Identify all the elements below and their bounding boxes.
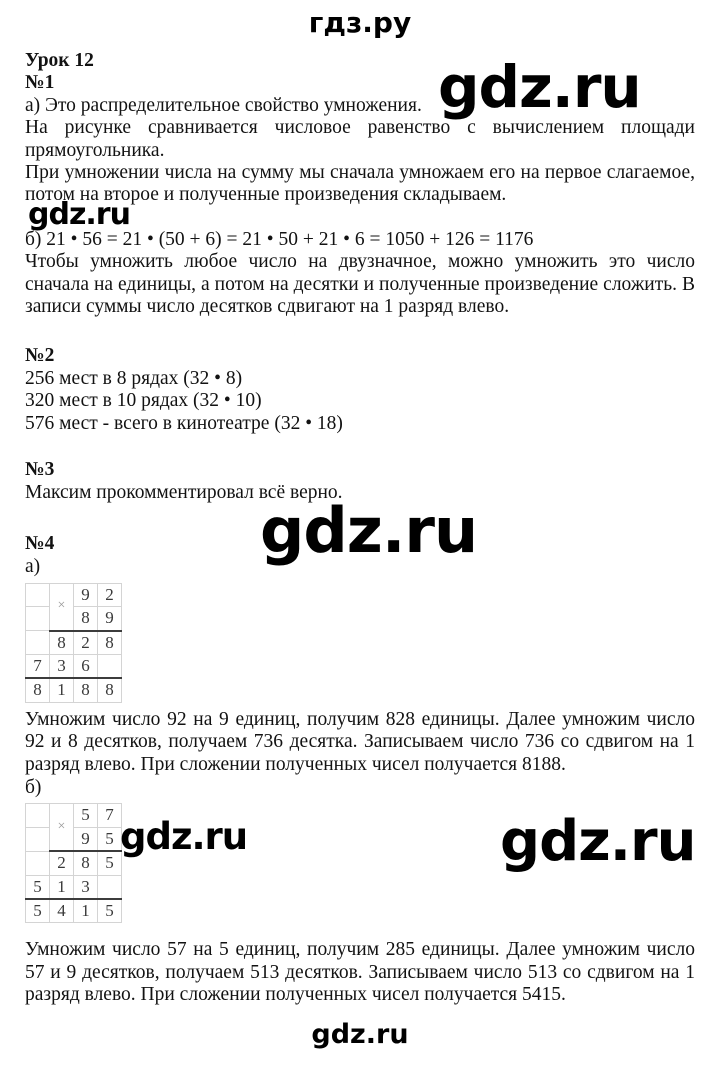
task-1-part-b-equation: б) 21 • 56 = 21 • (50 + 6) = 21 • 50 + 21 • 6 = 1050 + 126 = 1176 xyxy=(25,228,534,250)
task-4-part-b-label: б) xyxy=(25,776,42,798)
grid-b-row-partial2 xyxy=(26,875,122,899)
grid-a-row-partial2 xyxy=(26,654,122,678)
grid-cell: 8 xyxy=(74,851,98,875)
grid-cell: 8 xyxy=(74,678,98,702)
task-1-number: №1 xyxy=(25,72,55,94)
grid-a-row-factor2 xyxy=(26,607,122,631)
grid-cell: 5 xyxy=(98,899,122,923)
task-2-line-2: 320 мест в 10 рядах (32 • 10) xyxy=(25,390,262,412)
grid-cell: 9 xyxy=(74,827,98,851)
task-4-part-b-explanation: Умножим число 57 на 5 единиц, получим 285 единицы. Далее умножим число 57 и 9 десятков, получаем 513 десятков. Записываем число 513 со сдвигом на 1 разряд влево. При сложении полученных чисел получается 5415. xyxy=(25,939,695,1006)
grid-b-row-result xyxy=(26,899,122,923)
grid-cell: 5 xyxy=(98,827,122,851)
grid-cell: 9 xyxy=(74,583,98,606)
grid-cell: 2 xyxy=(98,583,122,606)
grid-cell: 1 xyxy=(50,678,74,702)
task-4-number: №4 xyxy=(25,532,55,554)
grid-cell: 2 xyxy=(50,851,74,875)
multiply-sign: × xyxy=(50,583,74,630)
task-2-line-1: 256 мест в 8 рядах (32 • 8) xyxy=(25,367,243,389)
grid-empty-cell xyxy=(26,607,50,631)
gdz-watermark-mid: gdz.ru xyxy=(260,494,478,567)
grid-cell: 8 xyxy=(50,631,74,655)
task-4 xyxy=(25,533,695,1007)
grid-empty-cell xyxy=(98,875,122,899)
grid-cell: 8 xyxy=(98,631,122,655)
task-3-number: №3 xyxy=(25,459,55,481)
task-2-number: №2 xyxy=(25,345,55,367)
lesson-title: Урок 12 xyxy=(25,50,94,71)
site-header-brand: гдз.ру xyxy=(308,6,412,39)
task-1-paragraph-3: Чтобы умножить любое число на двузначное, можно умножить это число сначала на единицы, а потом на десятки и полученные произведение сложить. В записи суммы число десятков сдвигают на 1 разряд влево. xyxy=(25,251,695,318)
grid-cell: 5 xyxy=(26,899,50,923)
grid-b-row-factor1 xyxy=(26,804,122,827)
grid-a-row-partial1 xyxy=(26,631,122,655)
grid-empty-cell xyxy=(26,827,50,851)
multiplication-grid-a xyxy=(25,583,122,703)
grid-empty-cell xyxy=(26,583,50,606)
task-4-part-a-label: а) xyxy=(25,556,41,578)
grid-empty-cell xyxy=(98,654,122,678)
grid-cell: 4 xyxy=(50,899,74,923)
grid-cell: 5 xyxy=(74,804,98,827)
gdz-watermark-grid-b-right: gdz.ru xyxy=(500,809,696,874)
grid-cell: 5 xyxy=(98,851,122,875)
task-1-paragraph-2: При умножении числа на сумму мы сначала умножаем его на первое слагаемое, потом на второе и полученные произведения складываем. xyxy=(25,162,695,206)
grid-cell: 8 xyxy=(98,678,122,702)
multiplication-grid-b xyxy=(25,803,122,923)
task-2-line-3: 576 мест - всего в кинотеатре (32 • 18) xyxy=(25,412,343,434)
grid-cell: 8 xyxy=(26,678,50,702)
grid-b-row-factor2 xyxy=(26,827,122,851)
task-3-answer: Максим прокомментировал всё верно. xyxy=(25,481,343,503)
grid-cell: 6 xyxy=(74,654,98,678)
task-2 xyxy=(25,345,695,435)
grid-cell: 8 xyxy=(74,607,98,631)
grid-empty-cell xyxy=(26,851,50,875)
grid-a-row-factor1 xyxy=(26,583,122,606)
grid-empty-cell xyxy=(26,804,50,827)
grid-empty-cell xyxy=(26,631,50,655)
grid-cell: 7 xyxy=(98,804,122,827)
grid-cell: 9 xyxy=(98,607,122,631)
grid-cell: 3 xyxy=(50,654,74,678)
grid-cell: 7 xyxy=(26,654,50,678)
grid-cell: 1 xyxy=(74,899,98,923)
task-1-part-a: а) Это распределительное свойство умножения. xyxy=(25,94,422,116)
task-1-paragraph-1: На рисунке сравнивается числовое равенство с вычислением площади прямоугольника. xyxy=(25,117,695,161)
grid-cell: 3 xyxy=(74,875,98,899)
grid-a-row-result xyxy=(26,678,122,702)
grid-cell: 2 xyxy=(74,631,98,655)
gdz-watermark-left-small: gdz.ru xyxy=(28,197,130,232)
grid-cell: 1 xyxy=(50,875,74,899)
gdz-watermark-grid-b-left: gdz.ru xyxy=(120,815,248,858)
task-4-part-a-explanation: Умножим число 92 на 9 единиц, получим 828 единицы. Далее умножим число 92 и 8 десятков, получаем 736 десятка. Записываем число 736 со сдвигом на 1 разряд влево. При сложении полученных чисел получается 8188. xyxy=(25,708,695,775)
site-footer-brand: gdz.ru xyxy=(311,1019,409,1050)
multiply-sign: × xyxy=(50,804,74,851)
grid-b-row-partial1 xyxy=(26,851,122,875)
grid-cell: 5 xyxy=(26,875,50,899)
gdz-watermark-top-right: gdz.ru xyxy=(438,53,641,121)
